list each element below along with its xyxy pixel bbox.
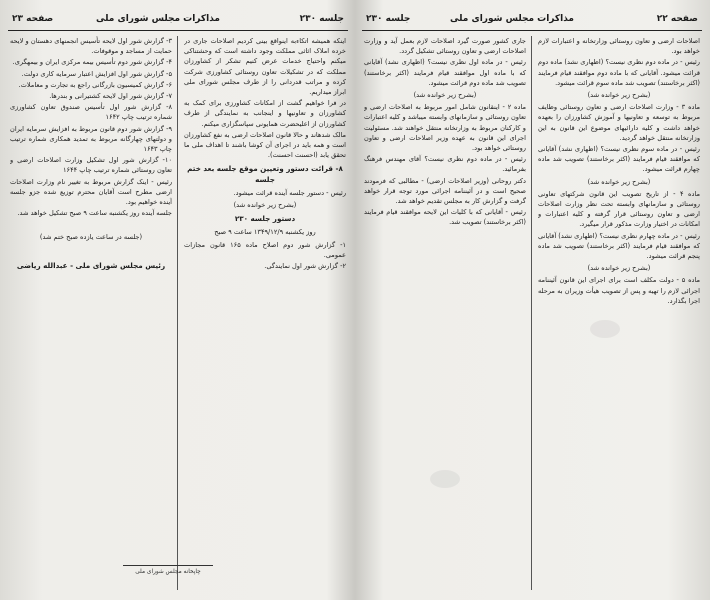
left-page-title: مذاکرات مجلس شورای ملی bbox=[95, 14, 220, 24]
paragraph: رئیس - اینک گزارش مربوط به تغییر نام وزارت اصلاحات ارضی مطرح است آقایان محترم توزیع شده جزو جلسه آینده خواهیم بود. bbox=[10, 177, 172, 207]
left-page-number: صفحه ۲۳ bbox=[12, 14, 54, 24]
right-page-number: صفحه ۲۲ bbox=[656, 14, 698, 24]
article: ماده ۳ - وزارت اصلاحات ارضی و تعاون روستائی وظایف مربوط به توسعه و تعاونیها و آموزش کشاورزان را بعهده خواهد داشت و کلیه دارائیهای موضوع این قانون به این وزارتخانه منتقل خواهد گردید. bbox=[538, 103, 700, 142]
scan-smudge bbox=[590, 320, 620, 338]
agenda-item: ۷- گزارش شور اول لایحه کشتیرانی و بندرها. bbox=[49, 92, 172, 101]
right-page-columns bbox=[362, 36, 702, 590]
right-page bbox=[362, 10, 702, 590]
left-page-session: جلسه ۲۳۰ bbox=[299, 14, 344, 24]
paragraph: رئیس - در ماده چهارم نظری نیست؟ (اظهاری نشد) آقایانی که موافقند قیام فرمایند (اکثر برخاستند) تصویب شد ماده پنجم قرائت میشود. bbox=[538, 231, 700, 261]
president-line: رئیس - دستور جلسه آینده قرائت میشود. bbox=[233, 188, 346, 197]
bracket-reading: (بشرح زیر خوانده شد) bbox=[413, 91, 477, 100]
agenda-item: ۱۰- گزارش شور اول تشکیل وزارت اصلاحات ارضی و تعاون روستائی شماره ترتیب چاپ ۱۶۴۴ bbox=[10, 156, 172, 175]
left-page-header bbox=[8, 10, 348, 31]
agenda-item: ۸- گزارش شور اول تأسیس صندوق تعاون کشاورزی شماره ترتیب چاپ ۱۶۴۲ bbox=[10, 103, 172, 122]
right-page-session: جلسه ۲۳۰ bbox=[366, 14, 411, 24]
footer-stamp: چاپخانه مجلس شورای ملی bbox=[123, 565, 213, 578]
left-page-right-column bbox=[184, 36, 346, 590]
closing-note: (جلسه در ساعت یازده صبح ختم شد) bbox=[39, 233, 143, 242]
signature: رئیس مجلس شورای ملی - عبدالله ریاضی bbox=[16, 260, 166, 270]
agenda-date: روز یکشنبه ۱۳۴۹/۱۲/۹ ساعت ۹ صبح bbox=[214, 228, 316, 237]
paragraph: دکتر روحانی (وزیر اصلاحات ارضی) - مطالبی که فرمودند صحیح است و در آئیننامه اجرائی مورد توجه قرار خواهد گرفت و گزارش کار به مجلس تقدیم خواهد شد. bbox=[364, 176, 526, 206]
paragraph: در فرا خواهیم گشت از امکانات کشاورزی برای کمک به کشاورزان و تعاونیها و اینجانب به نمایندگی از طرف کشاورزان از اعلیحضرت همایونی سپاسگزاری میکنم. bbox=[184, 99, 346, 128]
section-title: ۸- قرائت دستور وتعیین موقع جلسه بعد ختم جلسه bbox=[187, 164, 343, 184]
article: ماده ۴ - از تاریخ تصویب این قانون شرکتهای تعاونی روستائی و سازمانهای وابسته تحت نظر وزارت اصلاحات ارضی و تعاون روستائی قرار گرفته و کلیه اعتبارات و امکانات در اختیار وزارت مذکور قرار میگیرد. bbox=[538, 189, 700, 229]
bracket-reading: (بشرح زیر خوانده شد) bbox=[587, 177, 651, 186]
agenda-item: ۵- گزارش شور اول افزایش اعتبار سرمایه کاری دولت. bbox=[21, 69, 172, 78]
scan-smudge bbox=[430, 470, 460, 488]
bracket-reading: (بشرح زیر خوانده شد) bbox=[587, 91, 651, 100]
article: ماده ۵ - دولت مکلف است برای اجرای این قانون آئیننامه اجرائی لازم را تهیه و پس از تصویب هیأت وزیران به مرحله اجرا بگذارد. bbox=[538, 276, 700, 305]
agenda-item: ۱- گزارش شور دوم اصلاح ماده ۱۶۵ قانون مجازات عمومی. bbox=[184, 240, 346, 259]
paragraph: رئیس - آقایانی که با کلیات این لایحه موافقند قیام فرمایند (اکثر برخاستند) تصویب شد. bbox=[364, 208, 526, 227]
agenda-item: ۳- گزارش شور اول لایحه تأسیس انجمنهای دهستان و لایحه حمایت از مساجد و موقوفات. bbox=[10, 37, 172, 56]
left-page-left-column bbox=[10, 36, 172, 590]
paragraph: اینکه همیشه اتکاءبه اینواقع بینی کردیم اصلاحات جاری در خرده املاک اثاثی مملکت وجود داشته است که وحشتناکی میکنم واحتیاج خدمات عرض کنیم تشکر از کشاورزان مملکت که در تشکیلات تعاون روستائی کشاورزی شرکت کرده و مراتب قدردانی را از طرف مجلس شورای ملی ابراز میداریم. bbox=[184, 37, 346, 97]
left-page bbox=[8, 10, 348, 590]
right-page-header bbox=[362, 10, 702, 31]
agenda-item: ۹- گزارش شور دوم قانون مربوط به افزایش سرمایه ایران و دولتهای چهارگانه مربوط به تمدید همکاری شماره ترتیب چاپ ۱۶۴۳ bbox=[10, 124, 172, 154]
agenda-item: ۴- گزارش شور دوم تأسیس بیمه مرکزی ایران و بیمهگری. bbox=[12, 58, 172, 67]
paragraph: جلسه آینده روز یکشنبه ساعت ۹ صبح تشکیل خواهد شد. bbox=[17, 209, 172, 218]
paragraph: جاری کشور صورت گیرد اصلاحات لازم بعمل آید و وزارت اصلاحات ارضی و تعاون روستائی تشکیل گردد. bbox=[364, 37, 526, 56]
paragraph: اصلاحات ارضی و تعاون روستائی وزارتخانه و اعتبارات لازم خواهد بود. bbox=[538, 37, 700, 56]
right-page-left-column bbox=[364, 36, 526, 590]
paragraph: رئیس - در ماده دوم نظری نیست؟ آقای مهندس فرهنگ بفرمائید. bbox=[364, 155, 526, 174]
right-page-right-column bbox=[538, 36, 700, 590]
bracket-reading: (بشرح زیر خوانده شد) bbox=[587, 264, 651, 273]
bracket-reading: (بشرح زیر خوانده شد) bbox=[233, 201, 297, 210]
left-page-columns bbox=[8, 36, 348, 590]
right-page-title: مذاکرات مجلس شورای ملی bbox=[449, 14, 574, 24]
agenda-item: ۲- گزارش شور اول نمایندگی. bbox=[264, 262, 346, 271]
agenda-item: ۶- گزارش کمیسیون بازرگانی راجع به تجارت و معاملات. bbox=[18, 80, 172, 89]
paragraph: رئیس - در ماده دوم نظری نیست؟ (اظهاری نشد) ماده دوم قرائت میشود. آقایانی که با ماده دوم موافقند قیام فرمایند (اکثر برخاستند) تصویب شد ماده سوم قرائت میشود. bbox=[538, 58, 700, 87]
article: ماده ۲ - اینقانون شامل امور مربوط به اصلاحات ارضی و تعاون روستائی و سازمانهای وابسته میباشد و کلیه اعتبارات و کارکنان مربوط به وزارتخانه منتقل خواهند شد. مسئولیت اجرای این قانون به عهده وزیر اصلاحات ارضی و تعاون روستائی خواهد بود. bbox=[364, 103, 526, 153]
column-divider bbox=[531, 36, 532, 590]
paragraph: رئیس - در ماده اول نظری نیست؟ (اظهاری نشد) آقایانی که با ماده اول موافقند قیام فرمایند (اکثر برخاستند) تصویب شد ماده دوم قرائت میشود. bbox=[364, 58, 526, 87]
paragraph: رئیس - در ماده سوم نظری نیست؟ (اظهاری نشد) آقایانی که موافقند قیام فرمایند (اکثر برخاستند) تصویب شد ماده چهارم قرائت میشود. bbox=[538, 145, 700, 174]
paragraph: مالک شدهاند و حالا قانون اصلاحات ارضی به نفع کشاورزان است و همه باید در اجرای آن کوشا باشند تا اهداف ملی ما تحقق یابد (احسنت احسنت). bbox=[184, 130, 346, 160]
column-divider bbox=[177, 36, 178, 590]
agenda-title: دستور جلسه ۲۳۰ bbox=[234, 214, 296, 224]
